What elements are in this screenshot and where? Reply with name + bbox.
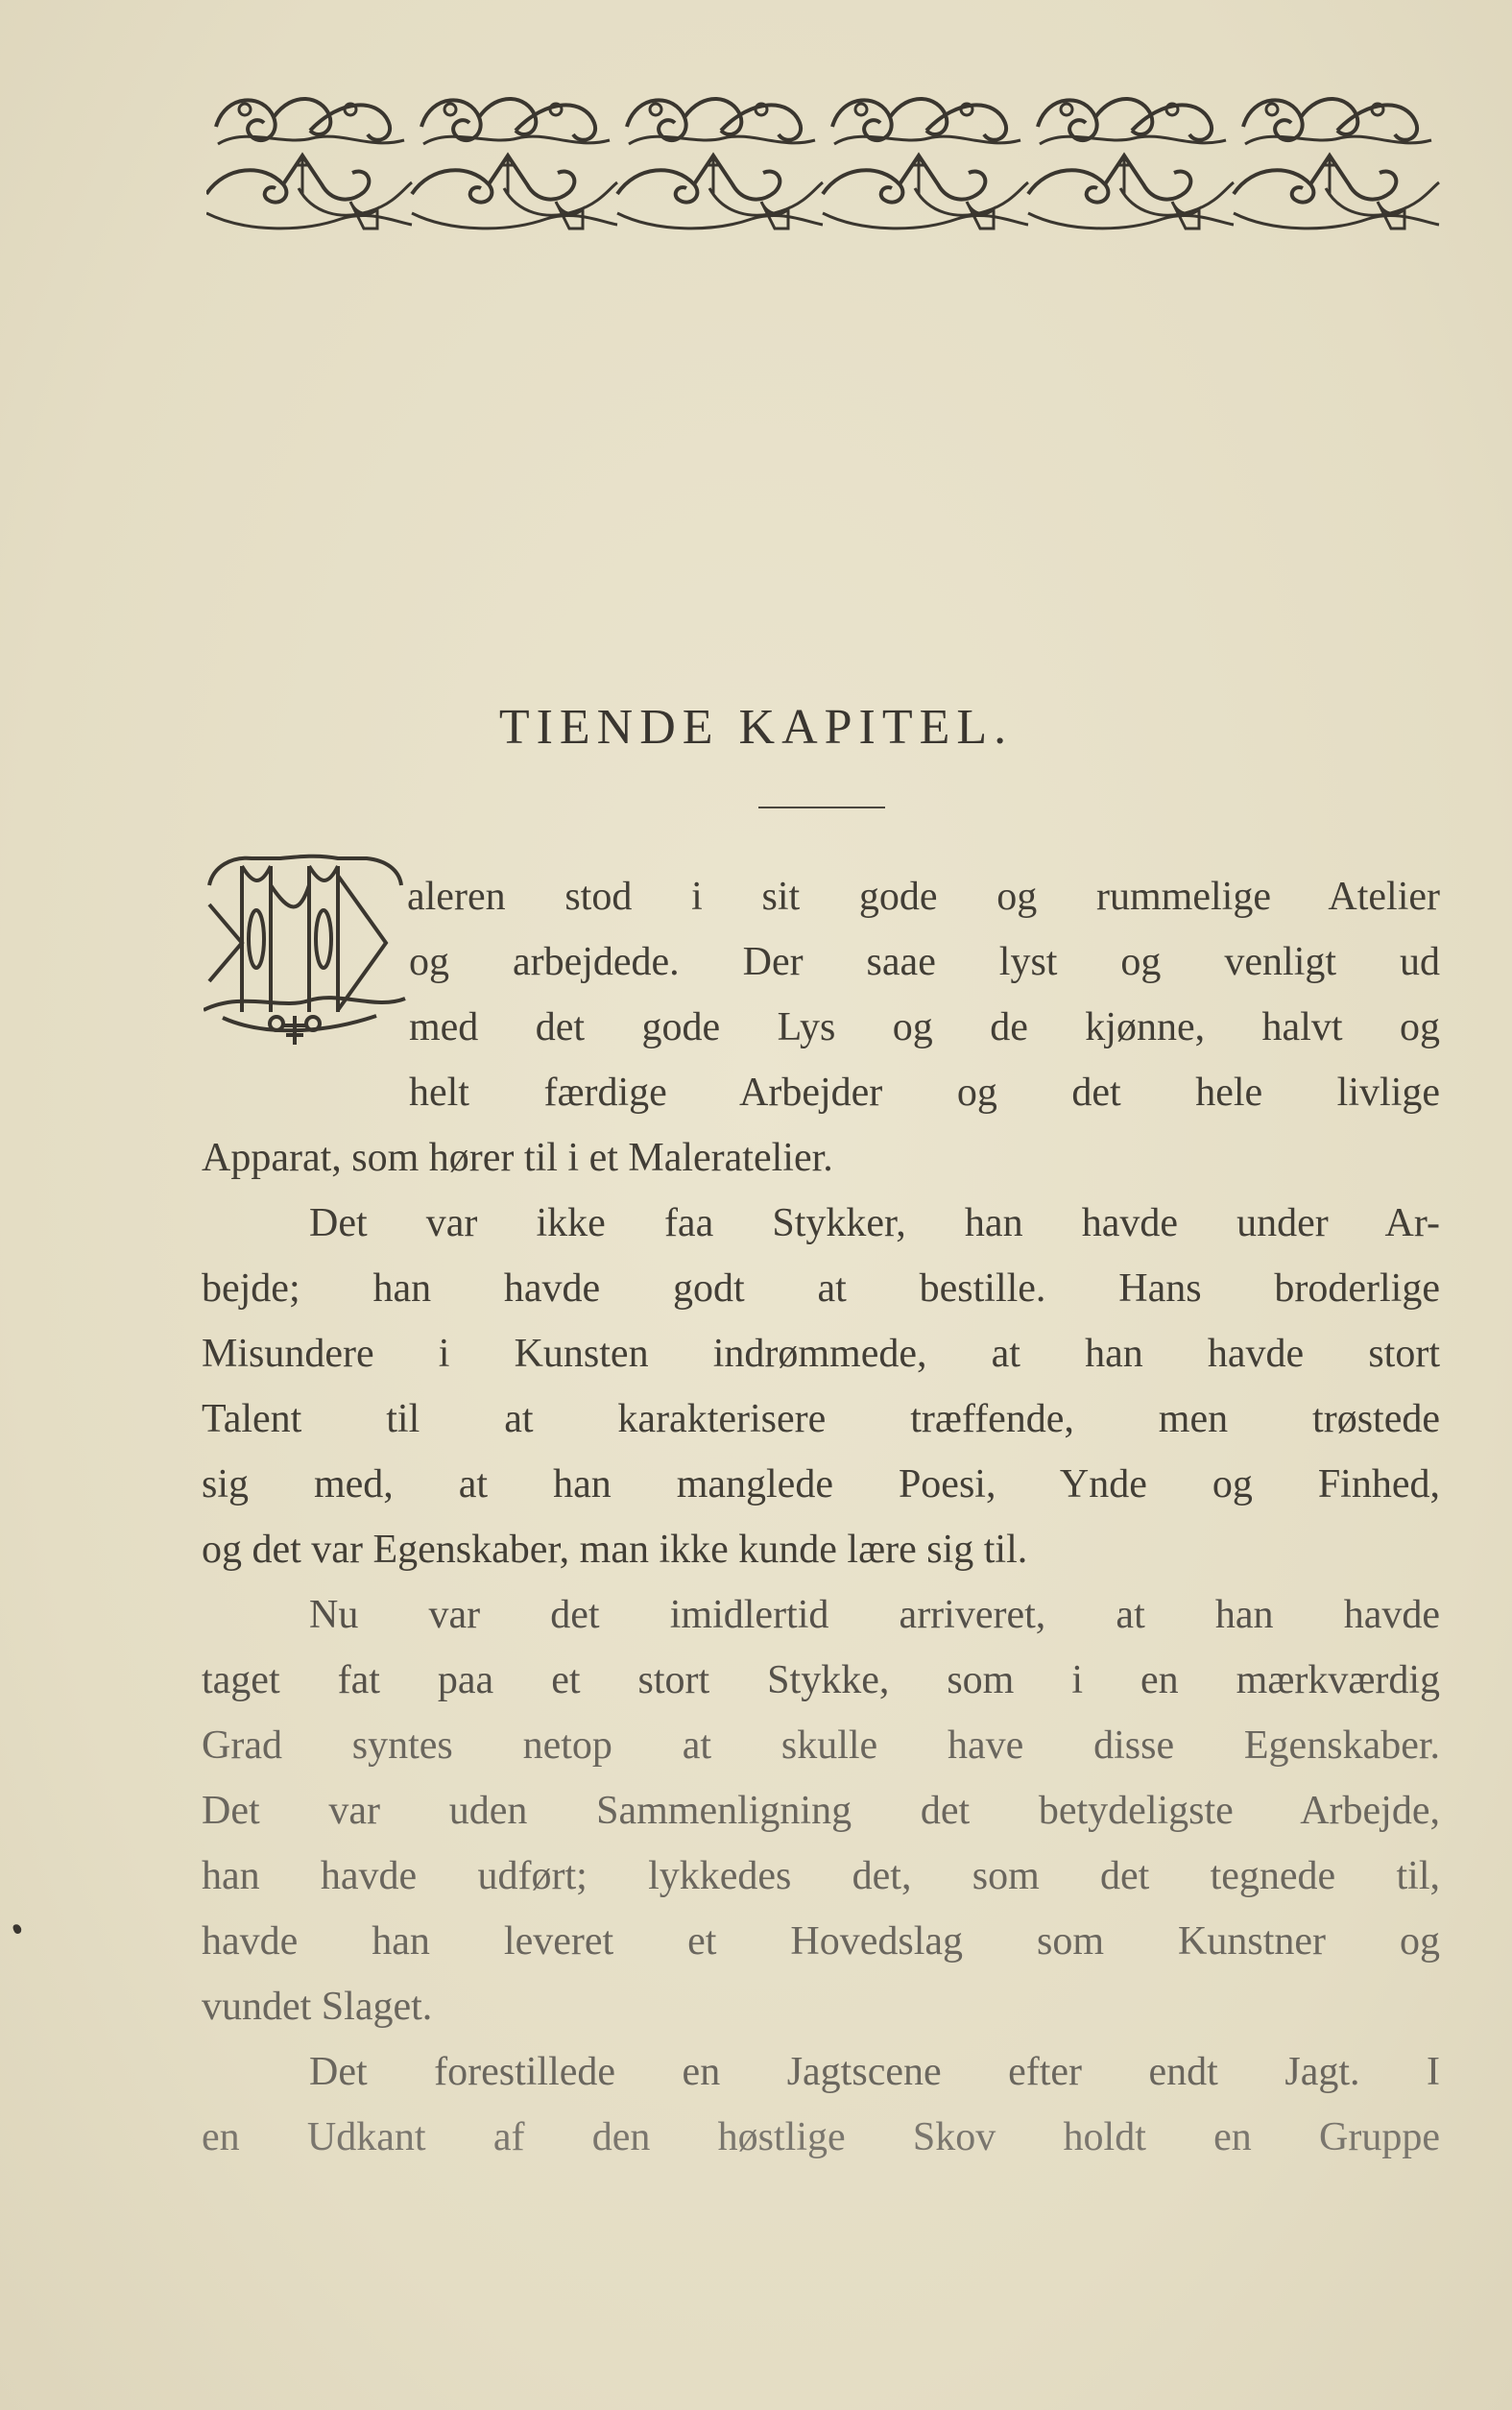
text-line: taget fat paa et stort Stykke, som i en mærkværdig: [202, 1658, 1440, 1702]
text-line: og det var Egenskaber, man ikke kunde lære sig til.: [202, 1528, 1028, 1572]
text-line: sig med, at han manglede Poesi, Ynde og Finhed,: [202, 1462, 1440, 1506]
text-line: Det forestillede en Jagtscene efter endt Jagt. I: [309, 2050, 1440, 2094]
text-line: havde han leveret et Hovedslag som Kunstner og: [202, 1919, 1440, 1964]
interlace-ornament-icon: [206, 88, 1440, 232]
text-line: Det var uden Sammenligning det betydeligste Arbejde,: [202, 1789, 1440, 1833]
text-line: Det var ikke faa Stykker, han havde under Ar-: [309, 1201, 1440, 1245]
text-line: han havde udført; lykkedes det, som det tegnede til,: [202, 1854, 1440, 1898]
text-line: med det gode Lys og de kjønne, halvt og: [409, 1005, 1440, 1049]
text-line: Apparat, som hører til i et Maleratelier.: [202, 1136, 833, 1180]
text-line: en Udkant af den høstlige Skov holdt en Gruppe: [202, 2115, 1440, 2159]
text-line: aleren stod i sit gode og rummelige Atelier: [407, 875, 1440, 919]
title-divider: [758, 807, 885, 808]
text-line: Misundere i Kunsten indrømmede, at han havde stort: [202, 1332, 1440, 1376]
text-line: Grad syntes netop at skulle have disse Egenskaber.: [202, 1723, 1440, 1768]
text-line: vundet Slaget.: [202, 1985, 433, 2029]
text-line: bejde; han havde godt at bestille. Hans broderlige: [202, 1266, 1440, 1311]
text-line: Nu var det imidlertid arriveret, at han havde: [309, 1593, 1440, 1637]
text-line: Talent til at karakterisere træffende, men trøstede: [202, 1397, 1440, 1441]
drop-cap-initial-icon: [204, 847, 407, 1047]
text-line: og arbejdede. Der saae lyst og venligt ud: [409, 940, 1440, 984]
text-line: helt færdige Arbejder og det hele livlige: [409, 1071, 1440, 1115]
chapter-title: TIENDE KAPITEL.: [498, 700, 1014, 755]
